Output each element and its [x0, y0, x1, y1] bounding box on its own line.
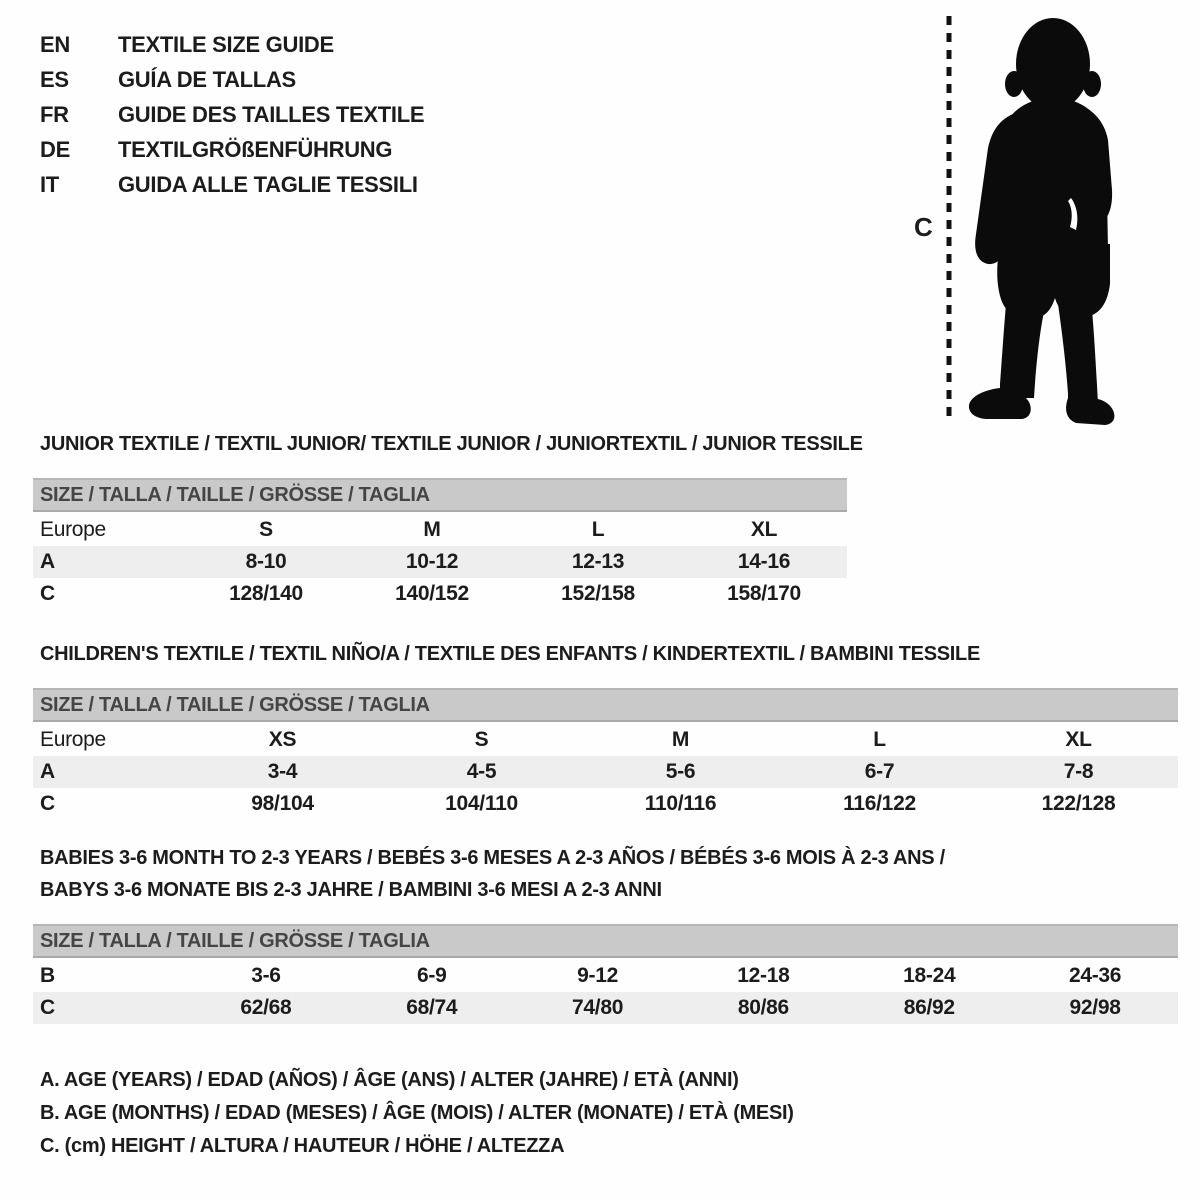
size-cell: 68/74: [406, 996, 458, 1019]
size-cell: M: [423, 518, 441, 541]
legend-line: A. AGE (YEARS) / EDAD (AÑOS) / ÂGE (ANS) / ALTER (JAHRE) / ETÀ (ANNI): [40, 1069, 739, 1091]
size-cell: 122/128: [1041, 792, 1116, 815]
size-cell: L: [591, 518, 605, 541]
language-code: FR: [40, 102, 69, 127]
size-cell: 62/68: [240, 996, 292, 1019]
row-label: B: [40, 964, 55, 987]
size-cell: 12-13: [571, 550, 625, 573]
size-cell: 5-6: [665, 760, 696, 783]
size-cell: 9-12: [577, 964, 618, 987]
table-row: [33, 756, 1178, 788]
size-cell: 10-12: [405, 550, 459, 573]
size-cell: 140/152: [395, 582, 469, 605]
size-cell: 3-4: [267, 760, 298, 783]
table-row: [33, 788, 1178, 820]
size-cell: 128/140: [229, 582, 303, 605]
table-row: [33, 514, 847, 546]
size-cell: 6-7: [864, 760, 895, 783]
size-cell: 104/110: [445, 792, 518, 815]
language-title: GUIDE DES TAILLES TEXTILE: [118, 102, 425, 127]
size-cell: 8-10: [245, 550, 287, 573]
size-cell: L: [873, 728, 886, 751]
size-cell: 7-8: [1063, 760, 1094, 783]
size-cell: 24-36: [1068, 964, 1122, 987]
language-title: TEXTILGRÖßENFÜHRUNG: [118, 137, 393, 162]
language-row: [40, 167, 424, 202]
section-title-line: CHILDREN'S TEXTILE / TEXTIL NIÑO/A / TEXTILE DES ENFANTS / KINDERTEXTIL / BAMBINI TESSILE: [40, 643, 980, 665]
size-cell: 14-16: [737, 550, 791, 573]
size-table: [33, 924, 1178, 1024]
row-label: C: [40, 996, 55, 1019]
size-cell: M: [671, 728, 690, 751]
baby-silhouette-icon: [958, 12, 1138, 432]
table-row: [33, 578, 847, 610]
size-table: [33, 478, 847, 610]
size-cell: 98/104: [251, 792, 314, 815]
section-childrens-textile: [33, 638, 1178, 820]
language-code: EN: [40, 32, 70, 57]
size-cell: 86/92: [903, 996, 955, 1019]
language-code: IT: [40, 172, 59, 197]
row-label: Europe: [40, 728, 106, 751]
language-title: GUÍA DE TALLAS: [118, 67, 296, 92]
size-cell: 18-24: [903, 964, 956, 987]
size-cell: 110/116: [644, 792, 717, 815]
size-cell: 158/170: [727, 582, 801, 605]
size-cell: 92/98: [1069, 996, 1121, 1019]
section-junior-textile: [33, 428, 863, 610]
section-title-line: JUNIOR TEXTILE / TEXTIL JUNIOR/ TEXTILE JUNIOR / JUNIORTEXTIL / JUNIOR TESSILE: [40, 433, 863, 455]
size-cell: 152/158: [561, 582, 635, 605]
legend-line: C. (cm) HEIGHT / ALTURA / HAUTEUR / HÖHE / ALTEZZA: [40, 1135, 565, 1157]
size-cell: XL: [1065, 728, 1092, 751]
section-title: [33, 842, 1178, 906]
size-cell: 4-5: [466, 760, 497, 783]
height-measure-label: C: [914, 212, 933, 242]
language-row: [40, 62, 424, 97]
language-row: [40, 132, 424, 167]
table-row: [33, 546, 847, 578]
row-label: A: [40, 760, 55, 783]
language-title: TEXTILE SIZE GUIDE: [118, 32, 334, 57]
language-list: [40, 27, 424, 202]
section-title-line: BABIES 3-6 MONTH TO 2-3 YEARS / BEBÉS 3-6 MESES A 2-3 AÑOS / BÉBÉS 3-6 MOIS À 2-3 ANS /: [40, 847, 945, 869]
table-header-bar: SIZE / TALLA / TAILLE / GRÖSSE / TAGLIA: [33, 924, 1178, 958]
section-title: [33, 428, 863, 460]
table-row: [33, 992, 1178, 1024]
table-header-bar: SIZE / TALLA / TAILLE / GRÖSSE / TAGLIA: [33, 688, 1178, 722]
legend: [40, 1064, 794, 1163]
row-label: Europe: [40, 518, 106, 541]
table-header-bar: SIZE / TALLA / TAILLE / GRÖSSE / TAGLIA: [33, 478, 847, 512]
section-babies-textile: [33, 842, 1178, 1024]
size-cell: 116/122: [843, 792, 916, 815]
size-cell: S: [259, 518, 273, 541]
size-cell: XL: [750, 518, 778, 541]
language-code: DE: [40, 137, 70, 162]
size-cell: 3-6: [251, 964, 281, 987]
size-cell: XS: [268, 728, 297, 751]
row-label: C: [40, 792, 55, 815]
language-row: [40, 27, 424, 62]
row-label: C: [40, 582, 55, 605]
size-table: [33, 688, 1178, 820]
size-cell: 6-9: [417, 964, 447, 987]
size-cell: 12-18: [737, 964, 790, 987]
size-cell: 80/86: [737, 996, 789, 1019]
language-title: GUIDA ALLE TAGLIE TESSILI: [118, 172, 418, 197]
section-title: [33, 638, 1178, 670]
language-code: ES: [40, 67, 69, 92]
table-row: [33, 960, 1178, 992]
language-row: [40, 97, 424, 132]
row-label: A: [40, 550, 55, 573]
section-title-line: BABYS 3-6 MONATE BIS 2-3 JAHRE / BAMBINI 3-6 MESI A 2-3 ANNI: [40, 879, 662, 901]
size-cell: 74/80: [572, 996, 624, 1019]
legend-line: B. AGE (MONTHS) / EDAD (MESES) / ÂGE (MOIS) / ALTER (MONATE) / ETÀ (MESI): [40, 1102, 794, 1124]
table-row: [33, 724, 1178, 756]
size-cell: S: [474, 728, 489, 751]
height-dashed-line: [944, 16, 954, 416]
